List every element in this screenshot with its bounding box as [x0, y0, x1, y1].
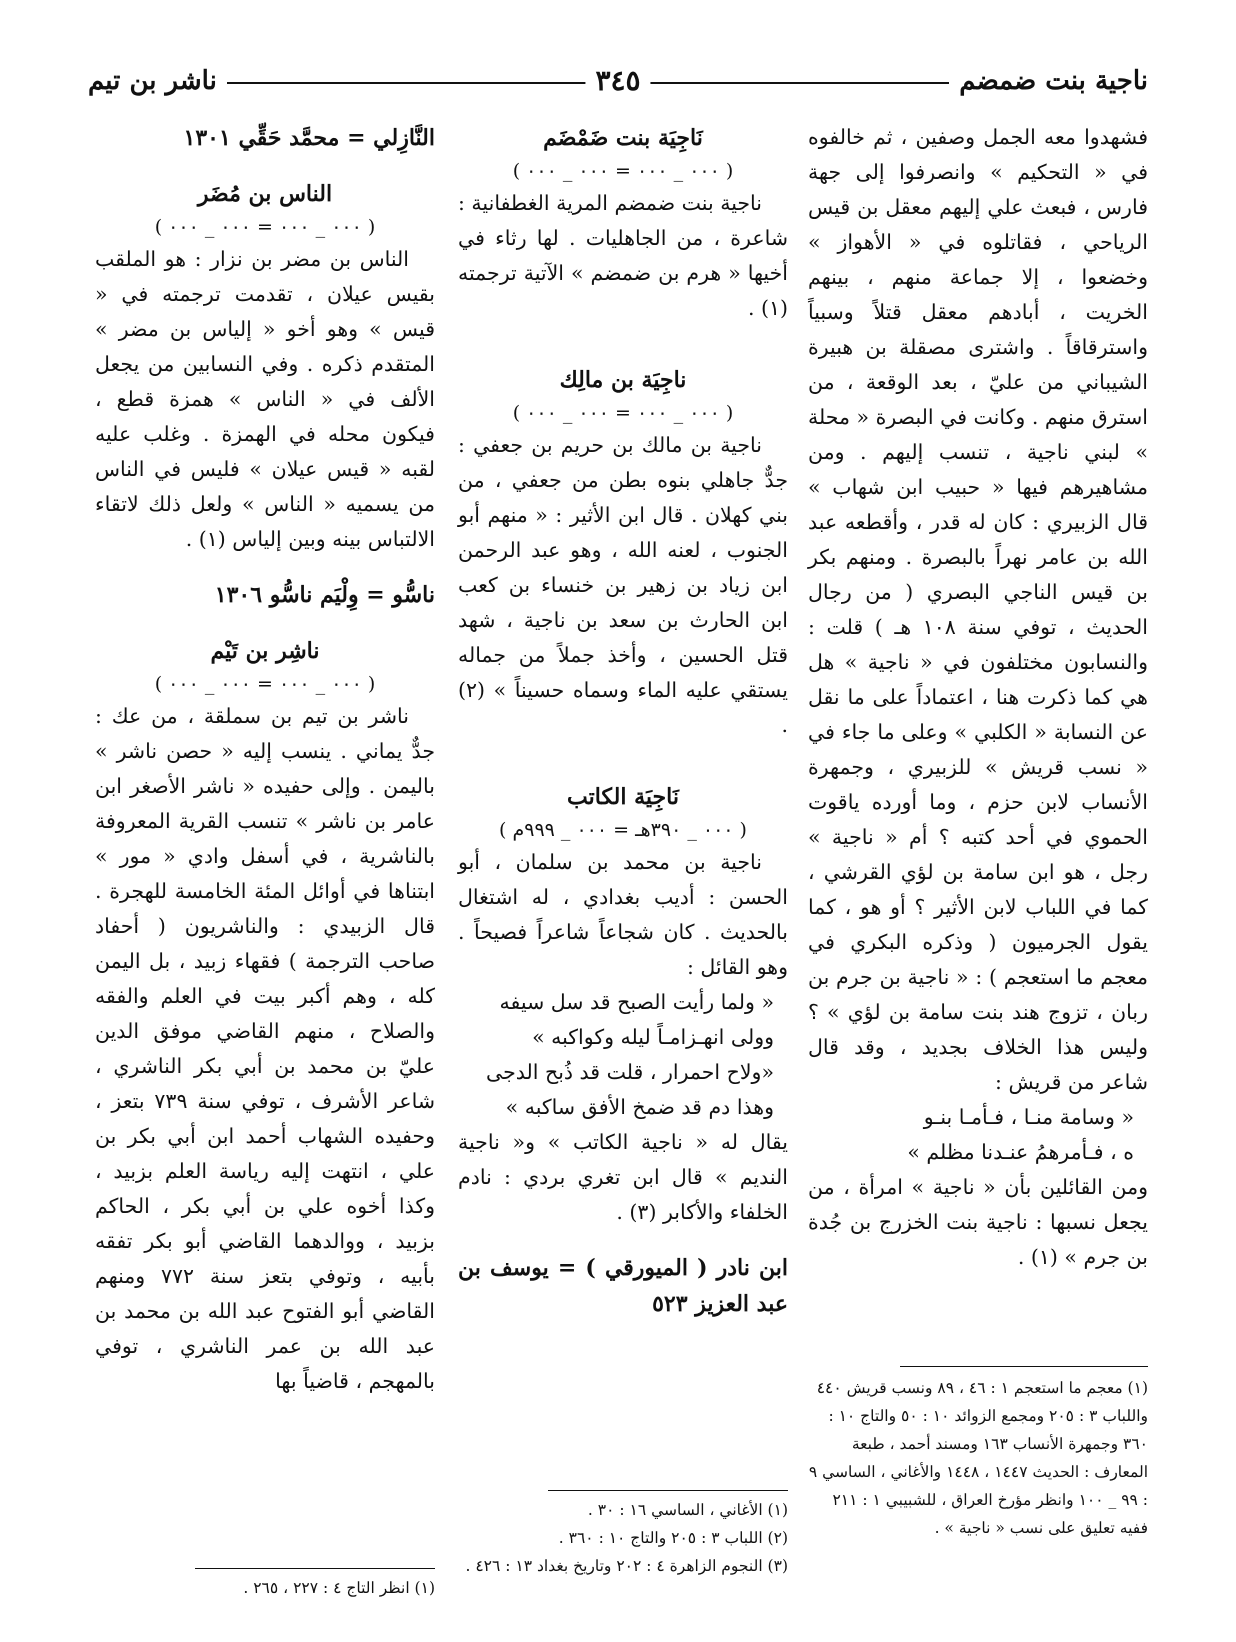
- entry-title: الناس بن مُضَر: [197, 181, 333, 207]
- column-middle: [458, 120, 788, 1322]
- footnote-rule: [548, 1490, 788, 1491]
- footnote: (١) الأغاني ، الساسي ١٦ : ٣٠ .: [587, 1501, 788, 1519]
- verse-line: وهذا دم قد ضمخ الأفق ساكبه »: [505, 1095, 774, 1119]
- footnotes-right: [808, 1374, 1148, 1542]
- entry-dates: ( ٠٠٠ _ ٠٠٠ = ٠٠٠ _ ٠٠٠ ): [512, 160, 734, 182]
- footnotes-middle: [458, 1496, 788, 1580]
- footnote: (١) انظر التاج ٤ : ٢٢٧ ، ٢٦٥ .: [243, 1579, 435, 1597]
- cross-reference: ناسُّو = وِلْيَم ناسُّو ١٣٠٦: [214, 582, 435, 608]
- page-number: ٣٤٥: [585, 64, 650, 98]
- entry-text: ناجية بنت ضمضم المرية الغطفانية : شاعرة ، من الجاهليات . لها رثاء في أخيها « هرم بن ضمضم » الآتية ترجمته (١) .: [458, 191, 788, 320]
- column-left: [95, 120, 435, 1399]
- entry-dates: ( ٠٠٠ _ ٠٠٠ = ٠٠٠ _ ٠٠٠ ): [154, 673, 376, 695]
- footnote-rule: [195, 1568, 435, 1569]
- entry-title: نَاجِيَة بنت ضَمْضَم: [543, 125, 703, 151]
- verse-line: «ولاح احمرار ، قلت قد ذُبح الدجى: [485, 1060, 774, 1084]
- paragraph: ومن القائلين بأن « ناجية » امرأة ، من يجعل نسبها : ناجية بنت الخزرج بن جُدة بن جرم » (١) .: [808, 1175, 1148, 1269]
- footnotes-left: [95, 1574, 435, 1602]
- entry-text: ناجية بن محمد بن سلمان ، أبو الحسن : أديب بغدادي ، له اشتغال بالحديث . كان شجاعاً شاعراً فصيحاً . وهو القائل :: [458, 850, 788, 979]
- verse-line: « ولما رأيت الصبح قد سل سيفه: [499, 990, 774, 1014]
- footnote: (٣) النجوم الزاهرة ٤ : ٢٠٢ وتاريخ بغداد ١٣ : ٤٢٦ .: [465, 1557, 788, 1575]
- entry-text: الناس بن مضر بن نزار : هو الملقب بقيس عيلان ، تقدمت ترجمته في « قيس » وهو أخو « إلياس بن مضر » المتقدم ذكره . وفي النسابين من يجعل الألف في « الناس » همزة قطع ، فيكون محله في الهمزة . وغلب عليه لقبه « قيس عيلان » فليس في الناس من يسميه « الناس » ولعل ذلك لاتقاء الالتباس بينه وبين إلياس (١) .: [95, 247, 435, 551]
- cross-reference: النَّازِلي = محمَّد حَقِّي ١٣٠١: [183, 125, 435, 151]
- footnote-rule: [900, 1366, 1148, 1367]
- cross-reference: ابن نادر ( الميورقي ) = يوسف بن عبد العزيز ٥٢٣: [458, 1255, 788, 1317]
- entry-text: ناشر بن تيم بن سملقة ، من عك : جدٌّ يماني . ينسب إليه « حصن ناشر » باليمن . وإلى حفيده « ناشر الأصغر ابن عامر بن ناشر » تنسب القرية المعروفة بالناشرية ، في أسفل وادي « مور » ابتناها في أوائل المئة الخامسة للهجرة . قال الزبيدي : والناشريون ( أحفاد صاحب الترجمة ) فقهاء زبيد ، بل اليمن كله ، وهم أكبر بيت في العلم والفقه والصلاح ، منهم القاضي موفق الدين عليّ بن محمد بن أبي بكر الناشري ، شاعر الأشرف ، توفي سنة ٧٣٩ بتعز ، وحفيده الشهاب أحمد ابن أبي بكر بن علي ، انتهت إليه رياسة العلم بزبيد ، وكذا أخوه علي بن أبي بكر ، الحاكم بزبيد ، ووالدهما القاضي أبو بكر تفقه بأبيه ، وتوفي بتعز سنة ٧٧٢ ومنهم القاضي أبو الفتوح عبد الله بن محمد بن عبد الله بن عمر الناشري ، توفي بالمهجم ، قاضياً بها: [95, 704, 435, 1393]
- column-right: [808, 120, 1148, 1275]
- verse-line: وولى انهـزامـاً ليله وكواكبه »: [532, 1025, 774, 1049]
- entry-dates: ( ٠٠٠ _ ٣٩٠هـ = ٠٠٠ _ ٩٩٩م ): [499, 819, 747, 841]
- page-header: [88, 60, 1148, 104]
- footnote: (٢) اللباب ٣ : ٢٠٥ والتاج ١٠ : ٣٦٠ .: [558, 1529, 788, 1547]
- entry-title: نَاجِيَة الكاتب: [567, 784, 679, 810]
- running-head-right: ناجية بنت ضمضم: [949, 64, 1148, 98]
- entry-text: يقال له « ناجية الكاتب » و« ناجية النديم » قال ابن تغري بردي : نادم الخلفاء والأكابر (٣) .: [458, 1130, 788, 1224]
- entry-title: ناشِر بن تَيْم: [210, 638, 320, 664]
- footnote: (١) معجم ما استعجم ١ : ٤٦ ، ٨٩ ونسب قريش ٤٤٠ واللباب ٣ : ٢٠٥ ومجمع الزوائد ١٠ : ٥٠ والتاج ١٠ : ٣٦٠ وجمهرة الأنساب ١٦٣ ومسند أحمد ، طبعة المعارف : الحديث ١٤٤٧ ، ١٤٤٨ والأغاني ، الساسي ٩ : ٩٩ _ ١٠٠ وانظر مؤرخ العراق ، للشبيبي ١ : ٢١١ ففيه تعليق على نسب « ناجية » .: [808, 1379, 1148, 1537]
- entry-text: ناجية بن مالك بن حريم بن جعفي : جدٌّ جاهلي بنوه بطن من جعفي ، من بني كهلان . قال ابن الأثير : « منهم أبو الجنوب ، لعنه الله ، وهو عبد الرحمن ابن زياد بن زهير بن خنساء بن كعب ابن الحارث بن سعد بن ناجية ، شهد قتل الحسين ، وأخذ جملاً من جماله يستقي عليه الماء وسماه حسيناً » (٢) .: [458, 433, 788, 737]
- verse-line: « وسامة منـا ، فـأمـا بنـو: [923, 1105, 1134, 1129]
- entry-dates: ( ٠٠٠ _ ٠٠٠ = ٠٠٠ _ ٠٠٠ ): [512, 402, 734, 424]
- entry-dates: ( ٠٠٠ _ ٠٠٠ = ٠٠٠ _ ٠٠٠ ): [154, 216, 376, 238]
- entry-title: ناجِيَة بن مالِك: [559, 367, 687, 393]
- paragraph: فشهدوا معه الجمل وصفين ، ثم خالفوه في « التحكيم » وانصرفوا إلى جهة فارس ، فبعث علي إليهم معقل بن قيس الرياحي ، فقاتلوه في « الأهواز » وخضعوا ، إلا جماعة منهم ، بينهم الخريت ، أبادهم معقل قتلاً وسبياً واسترقاقاً . واشترى مصقلة بن هبيرة الشيباني من عليّ ، بعد الوقعة ، من استرق منهم . وكانت في البصرة « محلة » لبني ناجية ، تنسب إليهم . ومن مشاهيرهم فيها « حبيب ابن شهاب » قال الزبيري : كان له قدر ، وأقطعه عبد الله بن عامر نهراً بالبصرة . ومنهم بكر بن قيس الناجي البصري ( من رجال الحديث ، توفي سنة ١٠٨ هـ ) قلت : والنسابون مختلفون في « ناجية » هل هي كما ذكرت هنا ، اعتماداً على ما نقل عن النسابة « الكلبي » وعلى ما جاء في « نسب قريش » للزبيري ، وجمهرة الأنساب لابن حزم ، وما أورده ياقوت الحموي في أحد كتبه ؟ أم « ناجية » رجل ، هو ابن سامة بن لؤي القرشي ، كما في اللباب لابن الأثير ؟ أو هو ، كما يقول الجرميون ( وذكره البكري في معجم ما استعجم ) : « ناجية بن جرم بن ربان ، تزوج هند بنت سامة بن لؤي » ؟ وليس هذا الخلاف بجديد ، وقد قال شاعر من قريش :: [808, 125, 1148, 1094]
- running-head-left: ناشر بن تيم: [88, 64, 227, 98]
- verse-line: ه ، فـأمرهمُ عنـدنا مظلم »: [907, 1140, 1134, 1164]
